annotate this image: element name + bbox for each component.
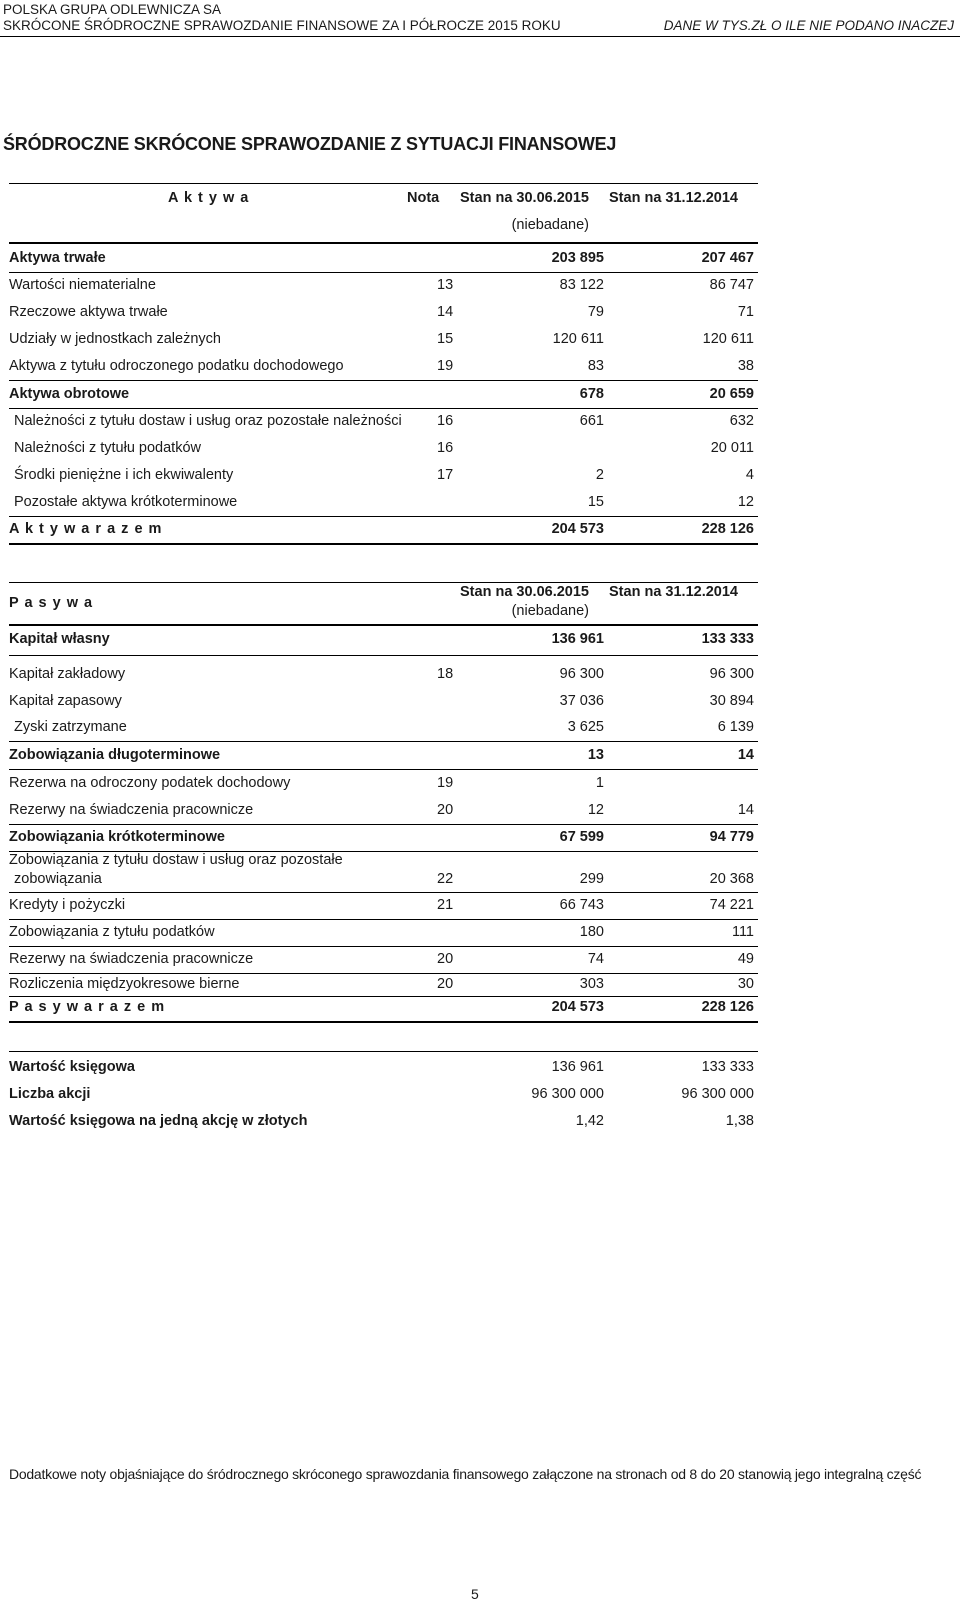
table-row: [9, 714, 758, 742]
note-column-header: Nota: [407, 190, 440, 206]
table-row: [9, 326, 758, 353]
row-label: Rezerwy na świadczenia pracownicze: [9, 802, 254, 818]
row-value-2014: 120 611: [702, 331, 754, 347]
period-1-column-header: Stan na 30.06.2015: [460, 190, 589, 206]
row-value-2014: 228 126: [701, 999, 754, 1015]
table-row: [9, 435, 758, 462]
row-note: 19: [437, 358, 454, 374]
row-value-2014: 38: [737, 358, 754, 374]
assets-heading: A k t y w a: [168, 190, 250, 206]
row-label: Zobowiązania z tytułu dostaw i usług oraz pozostałe: [9, 852, 343, 868]
liabilities-top-rule: [9, 582, 758, 583]
row-value-2015: 120 611: [552, 331, 604, 347]
page-number: 5: [471, 1586, 479, 1602]
row-label: Wartość księgowa na jedną akcję w złotych: [9, 1113, 308, 1129]
row-note: 16: [437, 440, 454, 456]
row-value-2015: 13: [587, 747, 604, 763]
row-label: A k t y w a r a z e m: [9, 521, 163, 537]
period-2-column-header: Stan na 31.12.2014: [609, 190, 738, 206]
row-value-2015: 66 743: [559, 897, 604, 913]
row-note: 18: [437, 666, 454, 682]
header-divider: [0, 36, 960, 37]
row-value-2015: 136 961: [551, 1059, 604, 1075]
page-title: ŚRÓDROCZNE SKRÓCONE SPRAWOZDANIE Z SYTUACJI FINANSOWEJ: [3, 134, 617, 154]
row-label: Aktywa obrotowe: [9, 386, 130, 402]
row-value-2015: 3 625: [567, 719, 604, 735]
row-label: Zyski zatrzymane: [14, 719, 127, 735]
table-row: [9, 353, 758, 381]
row-value-2015: 203 895: [551, 250, 604, 266]
row-note: 19: [437, 775, 454, 791]
table-row: [9, 1054, 758, 1081]
row-value-2014: 30 894: [709, 693, 754, 709]
table-row: [9, 892, 758, 920]
row-label: Aktywa trwałe: [9, 250, 106, 266]
row-note: 21: [437, 897, 454, 913]
row-label: Pozostałe aktywa krótkoterminowe: [14, 494, 238, 510]
row-value-2015: 136 961: [551, 631, 604, 647]
table-row: [9, 742, 758, 770]
row-value-2014: 133 333: [701, 631, 754, 647]
row-note: 13: [437, 277, 454, 293]
row-value-2014: 20 659: [709, 386, 754, 402]
row-value-2014: 12: [737, 494, 754, 510]
row-label-continued: zobowiązania: [14, 871, 102, 887]
table-row: [9, 973, 758, 997]
row-value-2015: 678: [579, 386, 604, 402]
row-value-2014: 96 300: [709, 666, 754, 682]
row-value-2014: 20 368: [709, 871, 754, 887]
units-note: DANE W TYS.ZŁ O ILE NIE PODANO INACZEJ: [663, 18, 954, 33]
table-row: [9, 462, 758, 489]
row-label: Liczba akcji: [9, 1086, 91, 1102]
row-value-2014: 111: [731, 924, 754, 940]
table-row: [9, 770, 758, 797]
row-value-2014: 632: [729, 413, 754, 429]
table-row: [9, 1081, 758, 1108]
row-note: 14: [437, 304, 454, 320]
row-value-2015: 299: [579, 871, 604, 887]
footnote: Dodatkowe noty objaśniające do śródrocznego skróconego sprawozdania finansowego załączone na stronach od 8 do 20 stanowią jego integralną część: [9, 1466, 922, 1482]
table-row: [9, 852, 758, 893]
row-value-2014: 94 779: [709, 829, 754, 845]
row-value-2014: 133 333: [701, 1059, 754, 1075]
row-note: 20: [437, 951, 454, 967]
row-value-2015: 303: [579, 976, 604, 992]
row-label: Kapitał zapasowy: [9, 693, 122, 709]
table-row: [9, 626, 758, 656]
table-row: [9, 408, 758, 435]
row-label: Rezerwa na odroczony podatek dochodowy: [9, 775, 291, 791]
row-value-2014: 96 300 000: [681, 1086, 754, 1102]
table-row: [9, 245, 758, 273]
row-value-2014: 71: [737, 304, 754, 320]
row-note: 15: [437, 331, 454, 347]
row-value-2015: 83: [587, 358, 604, 374]
table-row-total: [9, 997, 758, 1023]
row-label: Środki pieniężne i ich ekwiwalenty: [14, 467, 234, 483]
table-row: [9, 1108, 758, 1135]
row-value-2014: 4: [745, 467, 754, 483]
table-row: [9, 661, 758, 688]
assets-header-rule: [9, 242, 758, 244]
row-value-2014: 207 467: [701, 250, 754, 266]
row-value-2015: 2: [595, 467, 604, 483]
row-value-2015: 15: [587, 494, 604, 510]
row-label: Rozliczenia międzyokresowe bierne: [9, 976, 240, 992]
row-note: 17: [437, 467, 454, 483]
table-row: [9, 946, 758, 974]
row-value-2014: 20 011: [710, 440, 754, 456]
row-value-2015: 96 300 000: [531, 1086, 604, 1102]
table-row-total: [9, 516, 758, 545]
row-value-2015: 1: [595, 775, 604, 791]
row-label: Zobowiązania z tytułu podatków: [9, 924, 215, 940]
summary-top-rule: [9, 1051, 758, 1052]
row-value-2014: 49: [737, 951, 754, 967]
report-name: SKRÓCONE ŚRÓDROCZNE SPRAWOZDANIE FINANSOWE ZA I PÓŁROCZE 2015 ROKU: [3, 18, 561, 33]
row-label: Zobowiązania długoterminowe: [9, 747, 221, 763]
row-label: Aktywa z tytułu odroczonego podatku dochodowego: [9, 358, 344, 374]
page-header: [3, 2, 561, 34]
period-2-column-header: Stan na 31.12.2014: [609, 584, 738, 600]
table-row: [9, 824, 758, 852]
row-value-2014: 14: [737, 747, 754, 763]
row-label: Kapitał własny: [9, 631, 110, 647]
table-row: [9, 489, 758, 517]
row-value-2014: 30: [737, 976, 754, 992]
row-value-2015: 661: [579, 413, 604, 429]
liabilities-heading: P a s y w a: [9, 595, 94, 611]
row-label: Kredyty i pożyczki: [9, 897, 126, 913]
row-label: Należności z tytułu dostaw i usług oraz pozostałe należności: [14, 413, 402, 429]
row-value-2015: 12: [587, 802, 604, 818]
row-value-2015: 96 300: [559, 666, 604, 682]
row-label: Zobowiązania krótkoterminowe: [9, 829, 225, 845]
row-value-2014: 14: [737, 802, 754, 818]
row-note: 20: [437, 976, 454, 992]
row-value-2015: 79: [587, 304, 604, 320]
table-row: [9, 919, 758, 947]
row-label: Wartości niematerialne: [9, 277, 156, 293]
row-label: Wartość księgowa: [9, 1059, 135, 1075]
row-value-2015: 74: [587, 951, 604, 967]
period-1-unaudited-note: (niebadane): [511, 217, 589, 233]
period-1-column-header: Stan na 30.06.2015: [460, 584, 589, 600]
row-label: Rzeczowe aktywa trwałe: [9, 304, 168, 320]
row-label: Kapitał zakładowy: [9, 666, 126, 682]
row-value-2015: 204 573: [551, 999, 604, 1015]
row-value-2014: 1,38: [725, 1113, 754, 1129]
row-value-2014: 74 221: [709, 897, 754, 913]
row-label: Udziały w jednostkach zależnych: [9, 331, 221, 347]
table-row: [9, 688, 758, 715]
row-value-2015: 83 122: [559, 277, 604, 293]
row-value-2015: 180: [579, 924, 604, 940]
table-row: [9, 272, 758, 299]
table-row: [9, 797, 758, 825]
row-note: 20: [437, 802, 454, 818]
row-value-2014: 228 126: [701, 521, 754, 537]
assets-top-rule: [9, 183, 758, 184]
row-label: Należności z tytułu podatków: [14, 440, 201, 456]
row-value-2015: 67 599: [559, 829, 604, 845]
row-value-2015: 37 036: [559, 693, 604, 709]
row-label: Rezerwy na świadczenia pracownicze: [9, 951, 254, 967]
company-name: POLSKA GRUPA ODLEWNICZA SA: [3, 2, 222, 17]
row-value-2015: 204 573: [551, 521, 604, 537]
row-note: 22: [437, 871, 454, 887]
row-value-2014: 6 139: [717, 719, 754, 735]
row-note: 16: [437, 413, 454, 429]
row-label: P a s y w a r a z e m: [9, 999, 166, 1015]
table-row: [9, 381, 758, 409]
table-row: [9, 299, 758, 326]
period-1-unaudited-note: (niebadane): [511, 603, 589, 619]
row-value-2015: 1,42: [575, 1113, 604, 1129]
row-value-2014: 86 747: [709, 277, 754, 293]
